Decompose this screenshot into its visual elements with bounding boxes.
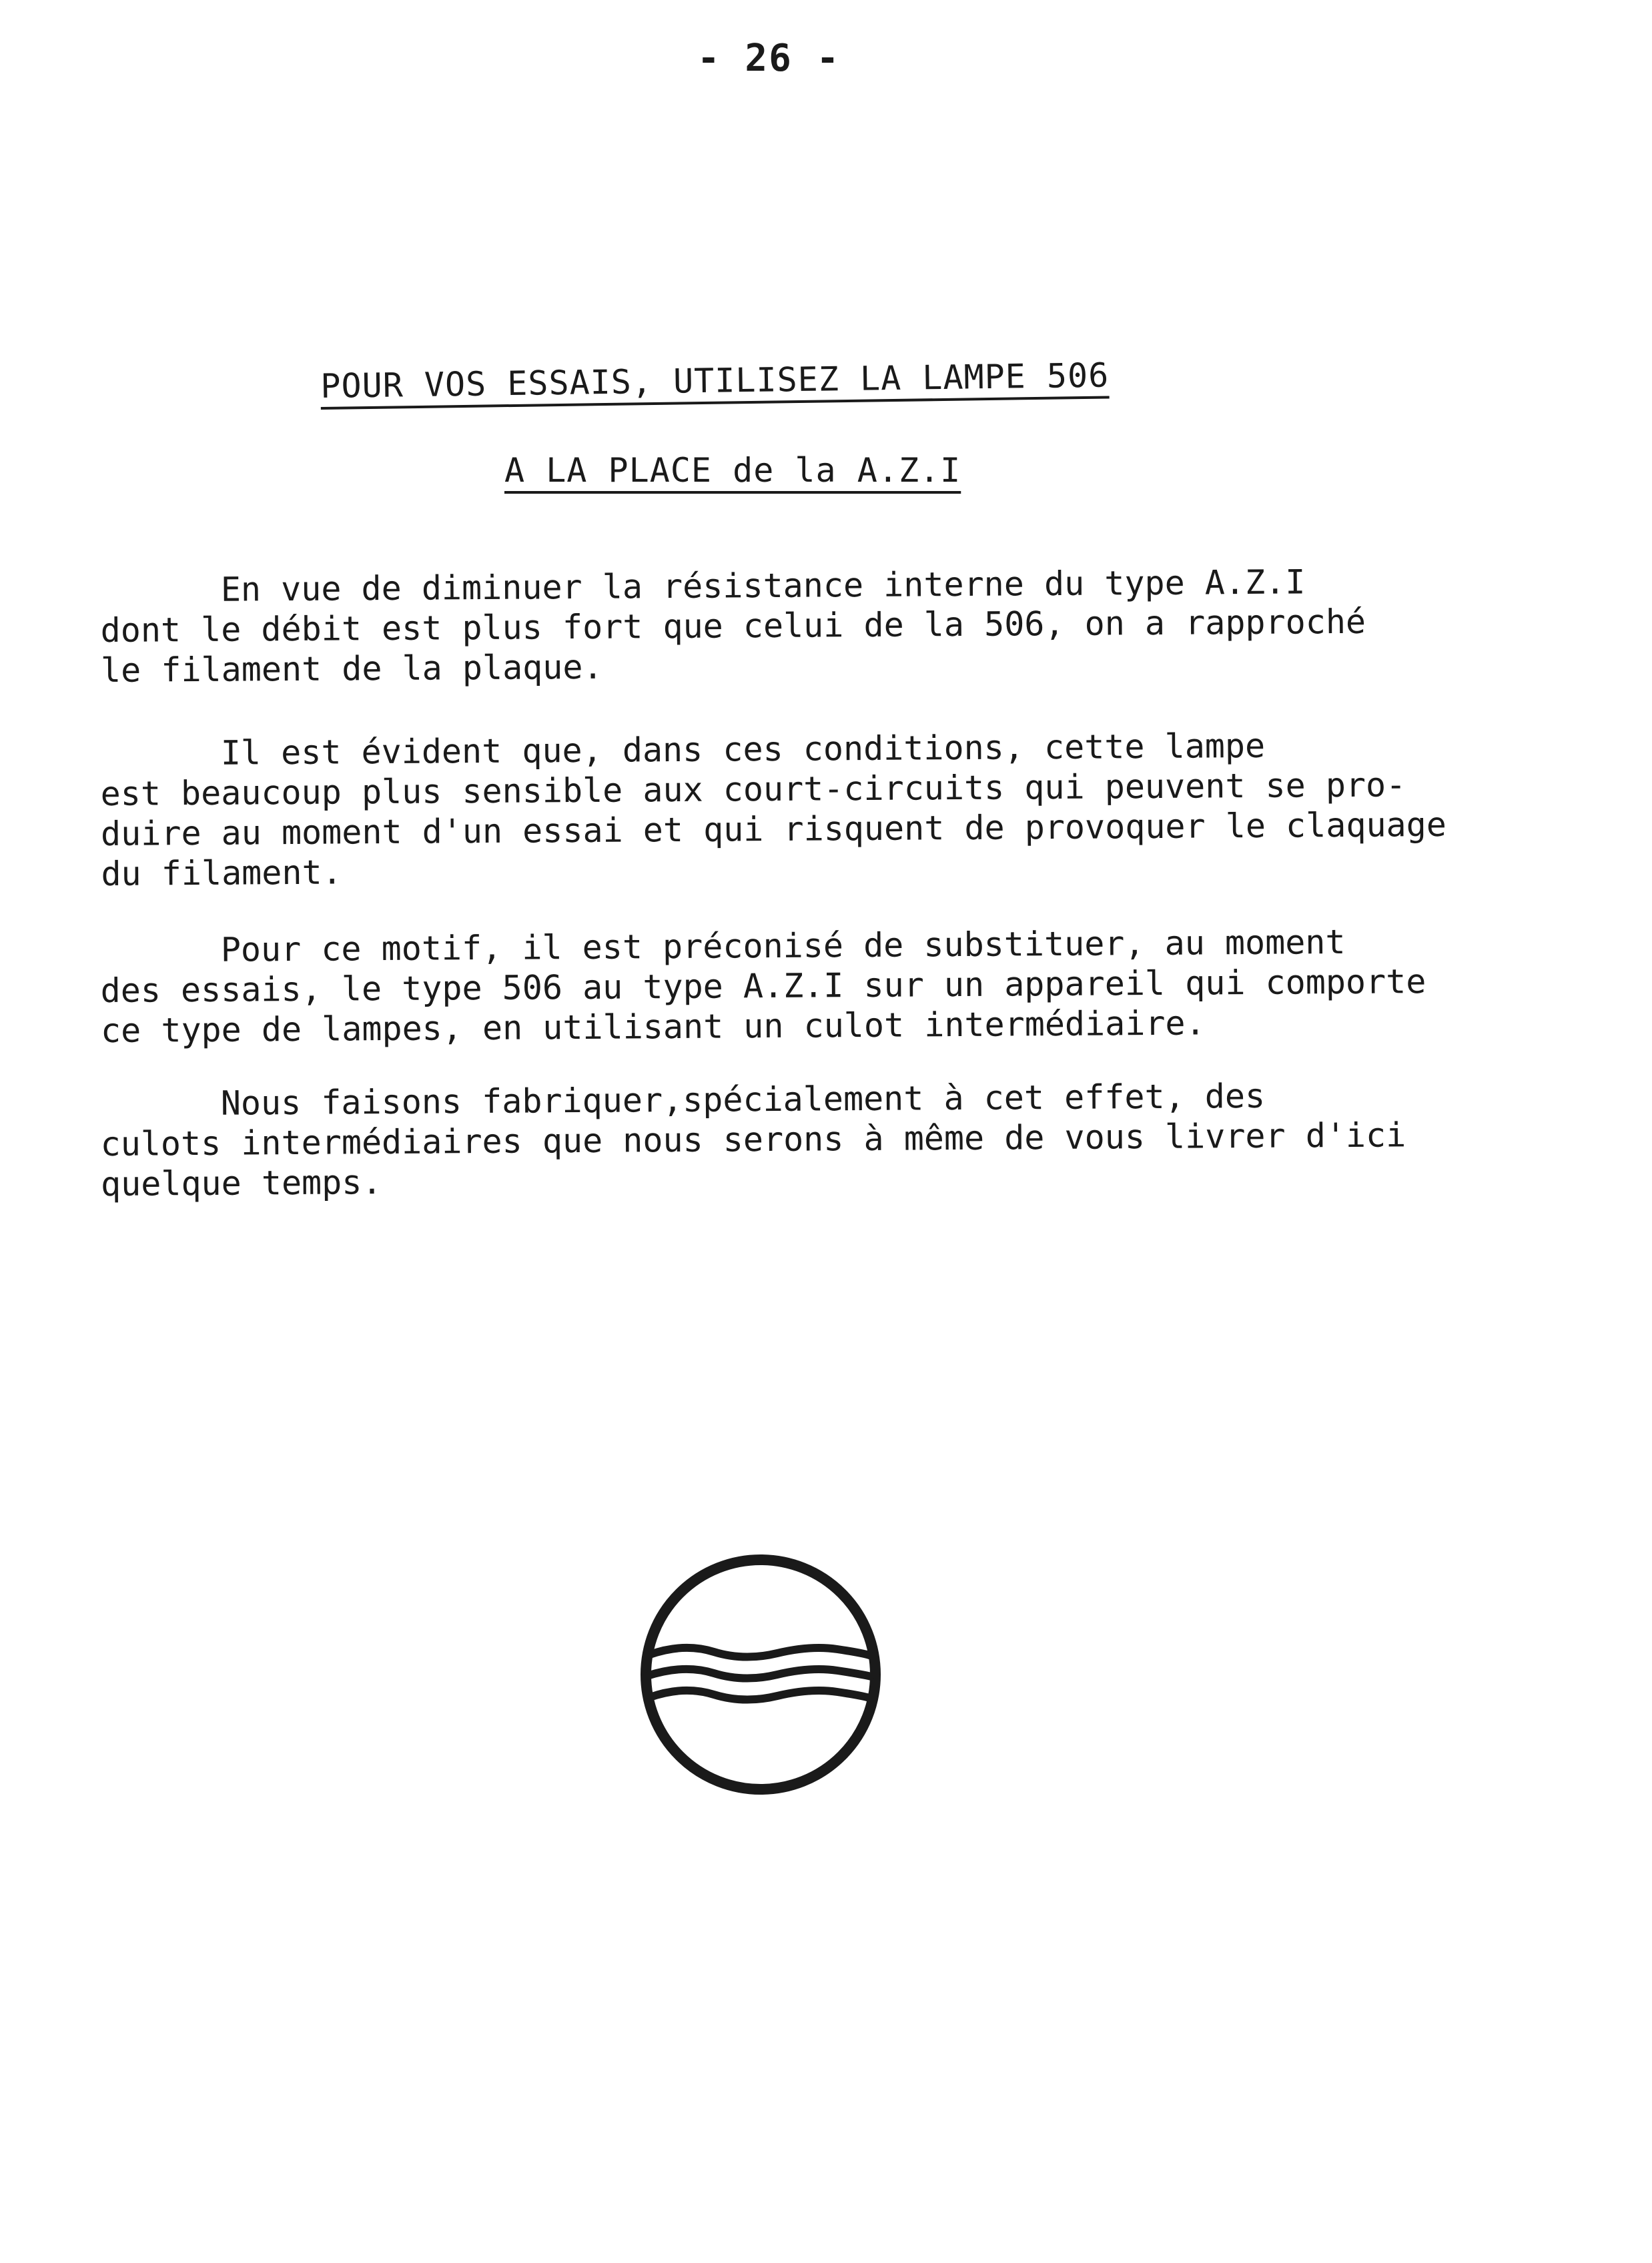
paragraph-3 (100, 920, 1602, 1051)
paragraph-2 (100, 723, 1603, 894)
paragraph-line: Pour ce motif, il est préconisé de substituer, au moment (100, 922, 1346, 970)
paragraph-line: des essais, le type 506 au type A.Z.I sur un appareil qui comporte (100, 962, 1426, 1010)
paragraph-line: quelque temps. (100, 1163, 382, 1204)
paragraph-line: Nous faisons fabriquer,spécialement à cet effet, des (100, 1076, 1266, 1123)
page-number: - 26 - (697, 37, 841, 80)
paragraph-line: En vue de diminuer la résistance interne du type A.Z.I (100, 562, 1306, 610)
paragraph-line: culots intermédiaires que nous serons à même de vous livrer d'ici (100, 1115, 1406, 1164)
paragraph-line: Il est évident que, dans ces conditions, cette lampe (100, 726, 1266, 773)
paragraph-4 (100, 1073, 1602, 1204)
paragraph-line: est beaucoup plus sensible aux court-circuits qui peuvent se pro- (100, 765, 1406, 813)
paragraph-line: duire au moment d'un essai et qui risquent de provoquer le claquage (100, 805, 1447, 853)
paragraph-1 (100, 560, 1602, 691)
paragraph-line: ce type de lampes, en utilisant un culot intermédiaire. (100, 1003, 1206, 1050)
paragraph-line: du filament. (101, 853, 342, 893)
paragraph-line: dont le débit est plus fort que celui de la 506, on a rapproché (100, 602, 1366, 650)
title-line-1: POUR VOS ESSAIS, UTILISEZ LA LAMPE 506 (320, 356, 1110, 406)
circle-waves-logo-icon (634, 1548, 887, 1801)
paragraph-line: le filament de la plaque. (100, 647, 603, 690)
title-line-2: A LA PLACE de la A.Z.I (504, 451, 961, 490)
